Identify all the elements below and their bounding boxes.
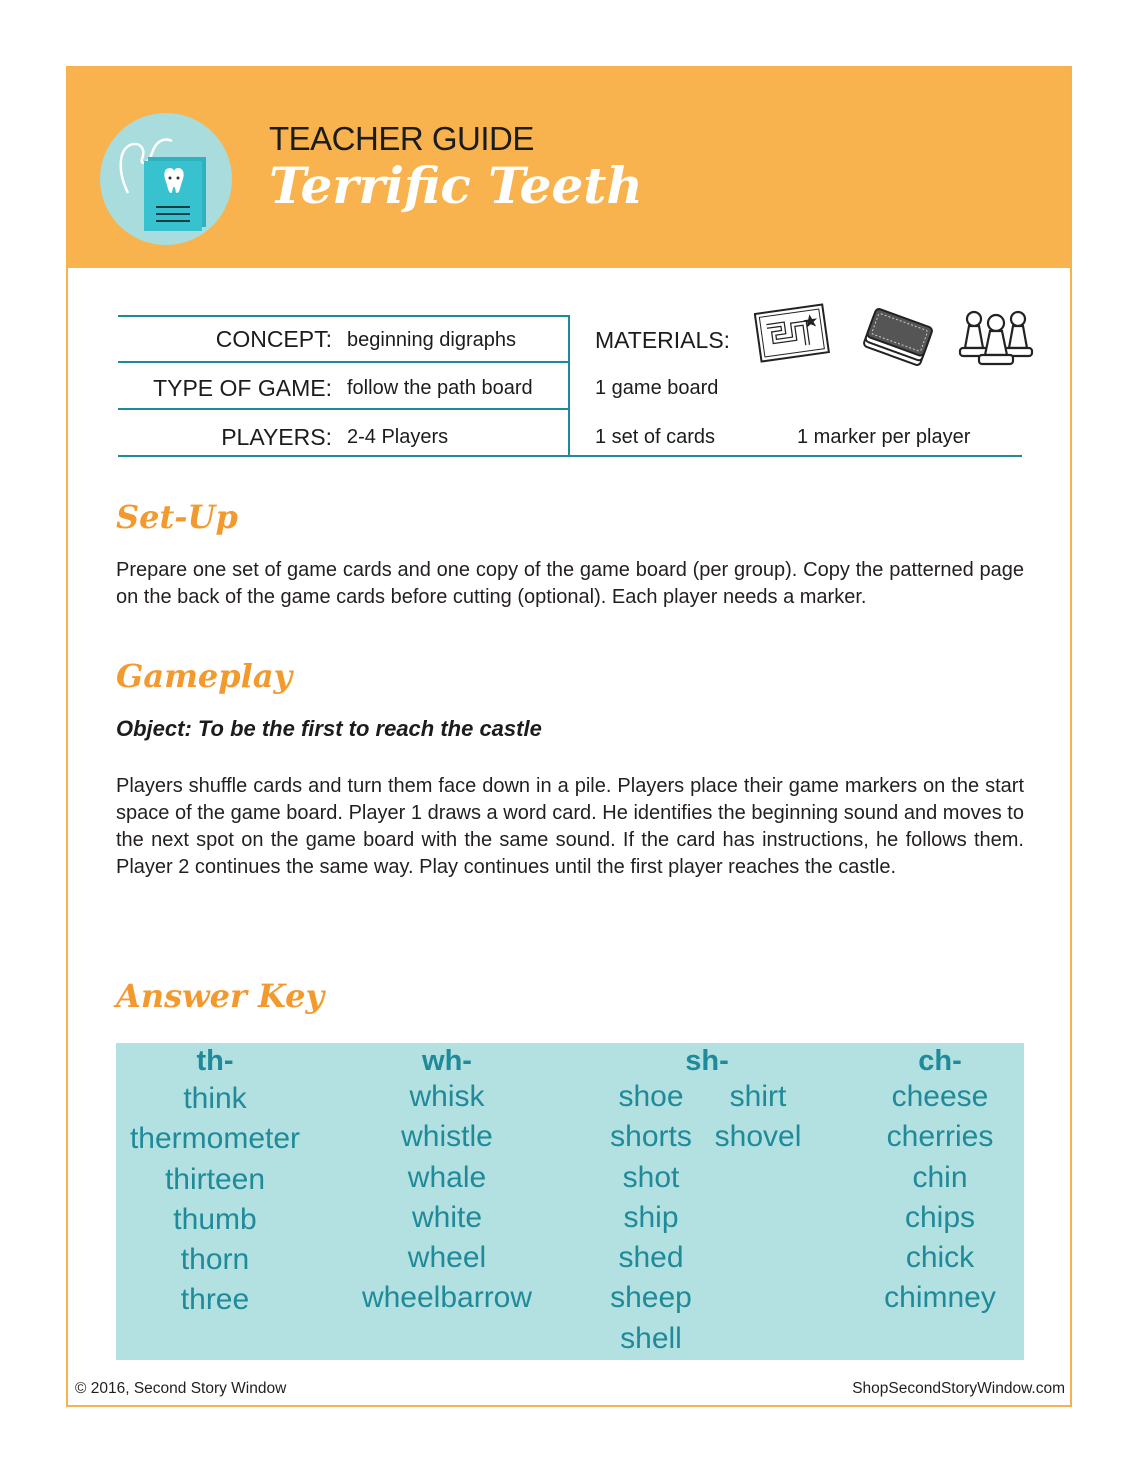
answer-word: think [183, 1082, 247, 1115]
answer-word: shed [618, 1241, 684, 1275]
answer-word: whistle [401, 1120, 493, 1154]
answer-word: cherries [886, 1120, 994, 1154]
answer-word: shot [622, 1160, 680, 1194]
answer-word: wheelbarrow [361, 1281, 533, 1315]
answer-word: thermometer [129, 1122, 301, 1156]
answer-key-heading: Answer Key [116, 977, 325, 1015]
answer-word: wheel [407, 1241, 487, 1275]
answer-word: white [411, 1200, 483, 1234]
divider [568, 315, 570, 457]
sh-extra-list [708, 1077, 808, 1158]
gameplay-heading: Gameplay [116, 657, 293, 695]
header-banner [68, 68, 1070, 268]
type-of-game-value: follow the path board [347, 377, 533, 399]
materials-label: MATERIALS: [595, 327, 731, 353]
answer-word: chick [905, 1241, 975, 1275]
answer-word: thumb [173, 1202, 257, 1236]
answer-word: chin [912, 1160, 968, 1194]
setup-heading: Set-Up [116, 498, 238, 536]
page-title: Terrific Teeth [269, 156, 643, 215]
concept-label: CONCEPT: [215, 326, 332, 352]
guide-eyebrow: TEACHER GUIDE [269, 120, 534, 157]
type-of-game-label: TYPE OF GAME: [153, 375, 332, 401]
concept-value: beginning digraphs [347, 329, 517, 351]
copyright-text: © 2016, Second Story Window [75, 1380, 287, 1397]
answer-column-wh [348, 1043, 546, 1319]
material-item: 1 set of cards [595, 426, 716, 448]
answer-word: shell [620, 1321, 682, 1355]
players-label: PLAYERS: [221, 424, 332, 450]
gameplay-text: Players shuffle cards and turn them face down in a pile. Players place their game markers on the start space of the game board. Player 1 draws a word card. He identifies the beginning sound and moves to the next spot on the game board with the same sound. If the card has instructions, he follows them. Player 2 continues the same way. Play continues until the first player reaches the castle. [116, 775, 1024, 878]
game-info-table [118, 315, 1022, 457]
divider [118, 455, 1022, 457]
column-header: wh- [422, 1045, 472, 1077]
answer-word: thorn [180, 1243, 250, 1277]
divider [118, 315, 568, 317]
answer-word: three [180, 1283, 250, 1317]
answer-word: ship [623, 1200, 679, 1234]
answer-column-ch [840, 1043, 1040, 1319]
column-header: th- [196, 1045, 234, 1077]
card-deck-icon [858, 305, 938, 373]
answer-word: shoe [618, 1080, 684, 1113]
answer-word: sheep [610, 1281, 692, 1315]
column-header: ch- [918, 1045, 962, 1077]
answer-word: chimney [884, 1281, 996, 1315]
divider [118, 408, 568, 410]
setup-text: Prepare one set of game cards and one copy of the game board (per group). Copy the patterned page on the back of the game cards before cutting (optional). Each player needs a marker. [116, 559, 1024, 608]
answer-word: shorts [610, 1120, 692, 1154]
answer-word: thirteen [164, 1162, 266, 1196]
answer-column-th [116, 1043, 314, 1321]
answer-word: whale [407, 1160, 487, 1194]
sh-word-list [596, 1077, 706, 1359]
tooth-book-logo-icon [100, 113, 232, 245]
answer-column-sh [596, 1043, 818, 1355]
material-item: 1 game board [595, 377, 719, 399]
game-board-icon [754, 303, 830, 369]
answer-key-table [116, 1043, 1024, 1360]
website-link[interactable]: ShopSecondStoryWindow.com [852, 1380, 1065, 1397]
answer-word: whisk [409, 1080, 485, 1113]
answer-word: shirt [729, 1080, 787, 1113]
material-item: 1 marker per player [797, 426, 971, 448]
answer-word: chips [904, 1200, 976, 1234]
answer-word: shovel [714, 1120, 802, 1154]
column-header: sh- [685, 1045, 729, 1077]
answer-word: cheese [891, 1080, 989, 1113]
divider [118, 361, 568, 363]
players-value: 2-4 Players [347, 426, 449, 448]
pawns-icon [956, 305, 1036, 371]
objective-text: Object: To be the first to reach the castle [116, 716, 542, 741]
